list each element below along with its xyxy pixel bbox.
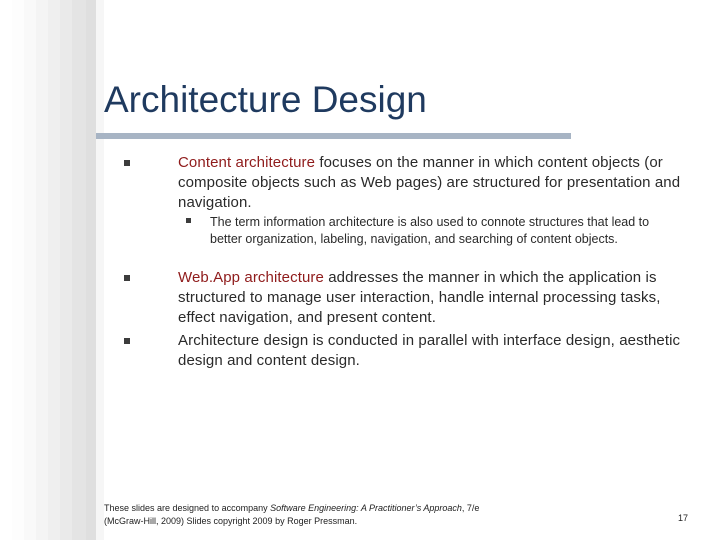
slide-title: Architecture Design	[104, 79, 427, 120]
background-stripe	[96, 0, 104, 540]
footer-text: These slides are designed to accompany	[104, 503, 271, 513]
footer-line-2: (McGraw-Hill, 2009) Slides copyright 2009 by Roger Pressman.	[104, 516, 358, 526]
bullet-lead: Content architecture	[178, 154, 316, 171]
title-underline	[96, 133, 571, 139]
background-stripe	[12, 0, 24, 540]
bullet-marker	[124, 275, 130, 281]
background-stripe	[48, 0, 60, 540]
bullet-body: Architecture design is conducted in parallel with interface design, aesthetic design and content design.	[178, 332, 681, 369]
sub-bullet-marker	[186, 218, 191, 223]
bullet-body: focuses on the manner in which content objects (or composite objects such as Web pages) are structured for presentation and navigation.	[178, 154, 681, 211]
background-stripe	[86, 0, 96, 540]
background-stripe	[72, 0, 86, 540]
sub-bullet-body: The term information architecture is also used to connote structures that lead to better organization, labeling, navigation, and searching of content objects.	[210, 215, 650, 246]
background-stripe	[36, 0, 48, 540]
bullet-marker	[124, 160, 130, 166]
bullet-text	[178, 268, 698, 328]
bullet-text	[178, 153, 698, 213]
page-number: 17	[678, 513, 689, 523]
background-stripe	[60, 0, 72, 540]
background-stripe	[0, 0, 12, 540]
footer-book-title: Software Engineering: A Practitioner’s Approach	[270, 503, 462, 513]
background-stripe	[24, 0, 36, 540]
sub-bullet-text	[210, 214, 680, 248]
bullet-lead: Web.App architecture	[178, 269, 324, 286]
bullet-body: addresses the manner in which the application is structured to manage user interaction, handle internal processing tasks, effect navigation, and present content.	[178, 269, 661, 326]
footer-line-1	[104, 502, 584, 515]
bullet-text	[178, 331, 698, 371]
footer-edition: , 7/e	[461, 503, 480, 513]
bullet-marker	[124, 338, 130, 344]
footer-credit	[104, 502, 584, 528]
